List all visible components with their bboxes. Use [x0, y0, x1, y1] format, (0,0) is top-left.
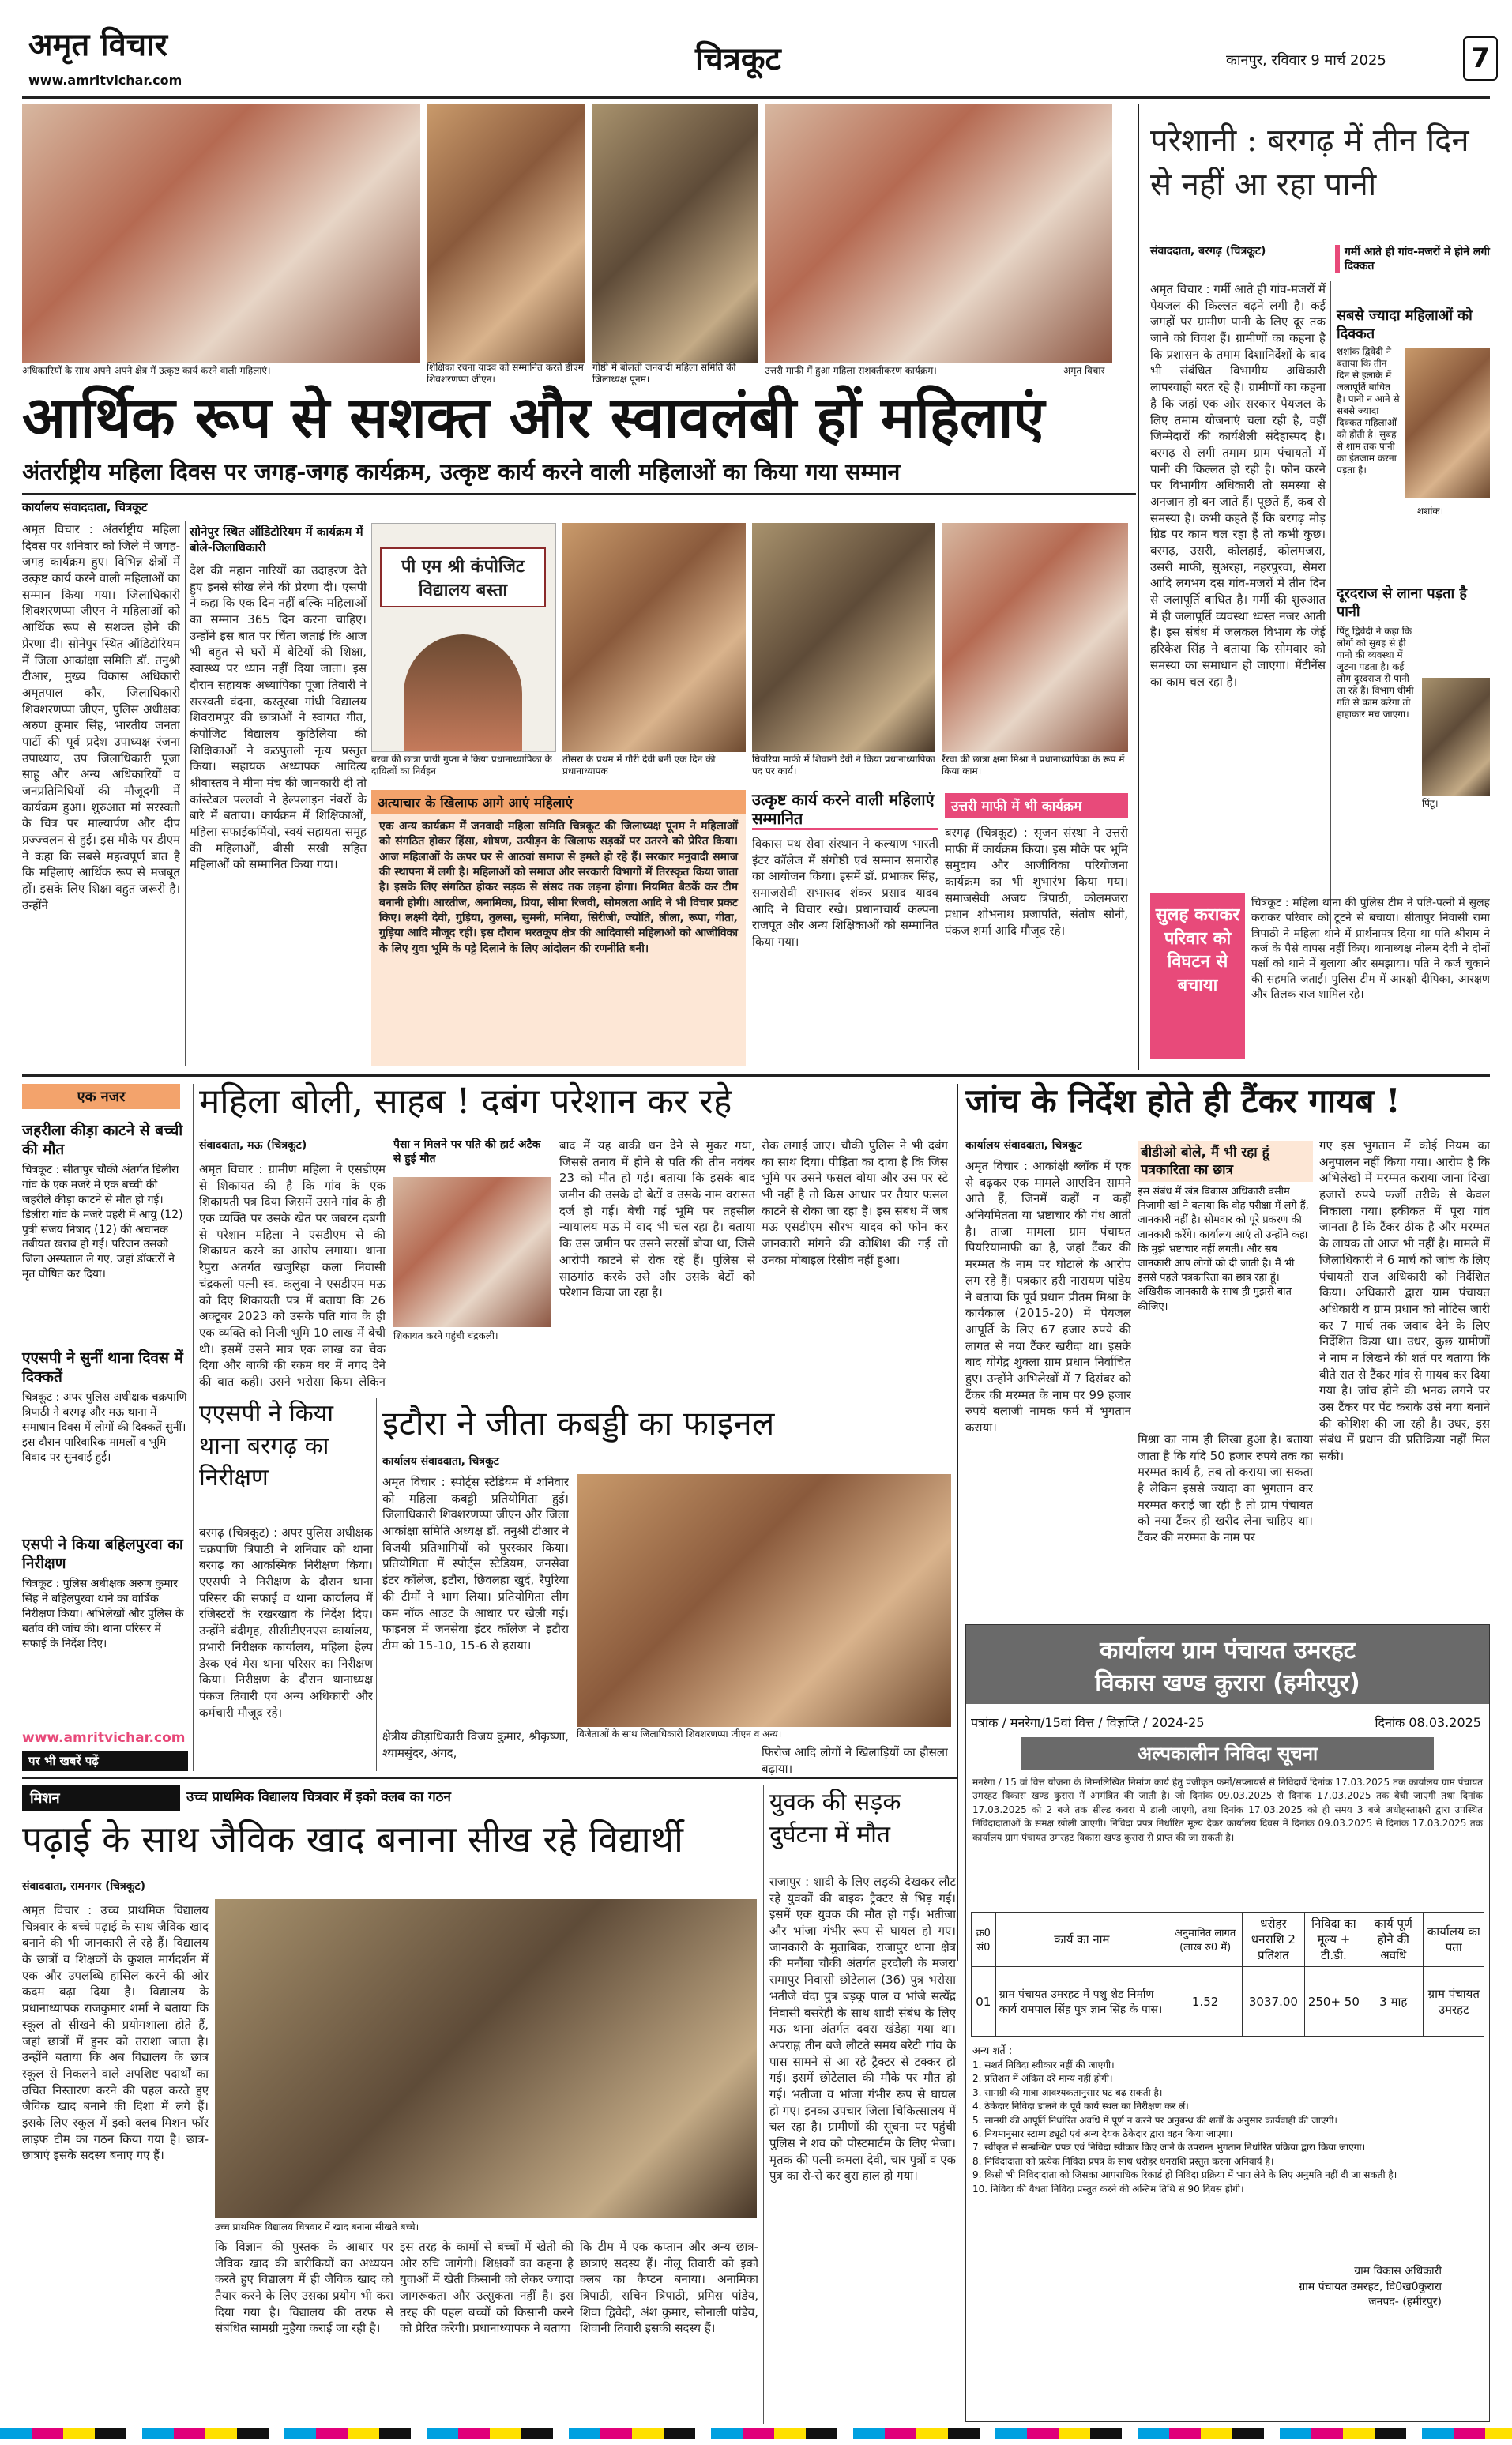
- td-price: 250+ 50: [1304, 1967, 1363, 2037]
- photo-eco-club: [215, 1899, 757, 2218]
- tanker-col3: गए इस भुगतान में कोई नियम का अनुपालन नहीं किया गया। आरोप है कि अभिलेखों में मरम्मत कराया जाना दिखा हजारों रुपये फर्जी तरीके से केवल निकाला गया। हकीकत में पूरा गांव जानता है कि टैंकर ठीक है और मरम्मत के लायक तो आज भी नहीं है। मामले में जिलाधिकारी ने 6 मार्च को जांच के लिए पंचायती राज अधिकारी को निर्देशित किया। अधिकारी द्वारा ग्राम पंचायत अधिकारी व ग्राम प्रधान को नोटिस जारी कर 7 मार्च तक जवाब देने के लिए निर्देशित किया था। उधर, कुछ ग्रामीणों ने नाम न लिखने की शर्त पर बताया कि बीते रात से टैंकर गांव से गायब कर दिया गया है। जांच होने की भनक लगने पर उस टैंकर पर पेंट कराके उसे नया बनाने की कोशिश की जा रही है। उधर, इस संबंध में प्रधान की प्रतिक्रिया नहीं मिल सकी।: [1319, 1138, 1490, 1464]
- td-deposit: 3037.00: [1243, 1967, 1305, 2037]
- main-byline: कार्यालय संवाददाता, चित्रकूट: [22, 500, 148, 514]
- ek-nazar-body-2: चित्रकूट : अपर पुलिस अधीक्षक चक्रपाणि त्रिपाठी ने बरगढ़ और मऊ थाना में समाधान दिवस में लोगों की दिक्कतें सुनीं। इस दौरान पारिवारिक मामलों व भूमि विवाद पर सुनवाई हुई।: [22, 1391, 187, 1464]
- caption-top-2: शिक्षिका रचना यादव को सम्मानित करते डीएम शिवशरणप्पा जीएन।: [427, 362, 584, 385]
- ek-nazar-body-3: चित्रकूट : पुलिस अधीक्षक अरुण कुमार सिंह ने बहिलपुरवा थाने का वार्षिक निरीक्षण किया। अभिलेखों और पुलिस के बर्ताव की जांच की। थाना परिसर में सफाई के निर्देश दिए।: [22, 1578, 184, 1650]
- photo-seminar: [592, 104, 758, 363]
- mahila-boli-col4: बाद में यह बाकी धन देने से मुकर गया, जिससे तनाव में होने से पति की तीन नवंबर 23 को मौत हो गई। बताया कि इसके बाद जमीन की उसके दो बेटों व उसके नाम वरासत दर्ज हो गई। बेची गई भूमि पर तहसील न्यायालय मऊ में वाद भी चल रहा है। बताया कि उस जमीन पर उसने सरसों बोया था, जिसे आरोपी काटने से रोक रहे हैं। पुलिस से साठगांठ करके उसे और उसके बेटों को परेशान किया जा रहा है।: [559, 1138, 755, 1300]
- photo-school-sign: [371, 523, 556, 752]
- ek-nazar-head-2: एएसपी ने सुनीं थाना दिवस में दिक्कतें: [22, 1349, 183, 1386]
- tender-terms-head: अन्य शर्ते :: [972, 2045, 1013, 2057]
- asp-body: बरगढ़ (चित्रकूट) : अपर पुलिस अधीक्षक चक्रपाणि त्रिपाठी ने शनिवार को थाना बरगढ़ का आकस्मिक निरीक्षण किया। एएसपी ने निरीक्षण के दौरान थाना परिसर की सफाई व थाना कार्यालय में रजिस्टरों के रखरखाव के निर्देश दिए। उन्होंने बंदीगृह, सीसीटीएनएस कार्यालय, प्रभारी निरीक्षक कार्यालय, महिला हेल्प डेस्क एवं मेस थाना परिसर का निरीक्षण किया। निरीक्षण के दौरान थानाध्यक्ष पंकज तिवारी एवं अन्य अधिकारी और कर्मचारी मौजूद रहे।: [199, 1525, 373, 1720]
- mission-byline: संवाददाता, रामनगर (चित्रकूट): [22, 1880, 145, 1893]
- tender-term: 9. किसी भी निविदादाता को जिसका आपराधिक रिकार्ड हो निविदा प्रक्रिया में भाग लेने के लिए अनुमति नहीं दी जा सकती है।: [972, 2169, 1397, 2181]
- tender-title: अल्पकालीन निविदा सूचना: [1021, 1737, 1434, 1770]
- tender-term: 3. सामग्री की मात्रा आवश्यकतानुसार घट बढ़ सकती है।: [972, 2086, 1163, 2098]
- asp-headline: एएसपी ने किया थाना बरगढ़ का निरीक्षण: [199, 1400, 333, 1491]
- ek-nazar-body-1: चित्रकूट : सीतापुर चौकी अंतर्गत डिलीरा गांव के एक मजरे में एक बच्ची की जहरीले कीड़ा काटने से मौत हो गई। डिलीरा गांव के मजरे पहरी में आयु (12) पुत्री संजय निषाद (12) की अचानक तबीयत खराब हो गई। परिजन उसको जिला अस्पताल ले गए, जहां डॉक्टरों ने मृत घोषित कर दिया।: [22, 1164, 183, 1281]
- tender-term: 10. निविदा की वैधता निविदा प्रस्तुत करने की अन्तिम तिथि से 90 दिवस होगी।: [972, 2183, 1244, 2195]
- site-url[interactable]: www.amritvichar.com: [28, 73, 182, 88]
- tender-sign-2: ग्राम पंचायत उमरहट, वि0ख0कुरारा: [1299, 2280, 1442, 2293]
- tanker-col2: मिश्रा का नाम ही लिखा हुआ है। बताया जाता है कि यदि 50 हजार रुपये तक का मरम्मत कार्य है, तब तो कराया जा सकता है लेकिन इससे ज्यादा का भुगतान कर मरम्मत कराई जा रही है तो ग्राम पंचायत को नया टैंकर ही खरीद लेना चाहिए था। टैंकर की मरम्मत के नाम पर: [1138, 1432, 1313, 1545]
- ek-nazar-tag: एक नजर: [22, 1084, 180, 1109]
- td-duration: 3 माह: [1363, 1967, 1424, 2037]
- pareshani-byline: संवाददाता, बरगढ़ (चित्रकूट): [1150, 245, 1266, 258]
- photo-kabaddi-winners: [577, 1474, 951, 1727]
- mission-caption: उच्च प्राथमिक विद्यालय चित्रवार में खाद बनाना सीखते बच्चे।: [215, 2221, 419, 2232]
- th-cost: अनुमानित लागत (लाख रु0 में): [1168, 1913, 1243, 1967]
- tender-term: 5. सामग्री की आपूर्ति निर्धारित अवधि में पूर्ण न करने पर अनुबन्ध की शर्तों के अनुसार कार्यवाही की जाएगी।: [972, 2114, 1337, 2126]
- mission-col2: कि विज्ञान की पुस्तक के आधार पर जैविक खाद की बारीकियों का अध्ययन करते हुए विद्यालय में ही जैविक खाद को तैयार करने के लिए उसका प्रयोग भी करा दिया गया है। विद्यालय की तरफ से संबंधित सामग्री मुहैया कराई जा रही है।: [215, 2240, 393, 2336]
- th-deposit: धरोहर धनराशि 2 प्रतिशत: [1243, 1913, 1305, 1967]
- caption-top-4: उत्तरी माफी में हुआ महिला सशक्तीकरण कार्यक्रम।: [765, 365, 937, 376]
- tender-term: 8. निविदादाता को प्रत्येक निविदा प्रपत्र के साथ धरोहर धनराशि प्रस्तुत करना अनिवार्य है।: [972, 2155, 1274, 2167]
- school-caption-1: बरवा की छात्रा प्राची गुप्ता ने किया प्रधानाध्यापिका के दायित्वों का निर्वहन: [371, 754, 552, 777]
- section-title: चित्रकूट: [695, 40, 781, 77]
- mission-col3: इस तरह के कामों से बच्चों में खेती की ओर रुचि जागेगी। शिक्षकों का कहना है युवाओं में खेती किसानी को लेकर ज्यादा जागरूकता और उत्सुकता नहीं है। इस तरह की पहल बच्चों को किसानी करने को प्रेरित करेगी। प्रधानाध्यापक ने बताया: [400, 2240, 574, 2336]
- th-price: निविदा का मूल्य + टी.डी.: [1304, 1913, 1363, 1967]
- side1-caption: शशांक।: [1417, 506, 1444, 517]
- sulah-box: सुलह कराकर परिवार को विघटन से बचाया: [1150, 893, 1245, 1059]
- brand-logo: अमृत विचार: [28, 26, 167, 63]
- masthead: [0, 0, 1512, 96]
- ek-nazar-head-1: जहरीला कीड़ा काटने से बच्ची की मौत: [22, 1122, 183, 1158]
- photo-women-officials: [22, 104, 420, 363]
- uttari-head: उत्तरी माफी में भी कार्यक्रम: [945, 793, 1128, 818]
- school-caption-3: घियरिया माफी में शिवानी देवी ने किया प्रधानाध्यापिका पद पर कार्य।: [752, 754, 935, 777]
- main-body: अमृत विचार : अंतर्राष्ट्रीय महिला दिवस पर शनिवार को जिले में जगह-जगह कार्यक्रम हुए। विभिन्न क्षेत्रों में उत्कृष्ट कार्य करने वाली महिलाओं का सम्मान किया गया। जिलाधिकारी शिवशरणप्पा जीएन ने महिलाओं को आर्थिक रूप से सशक्त होने की प्रेरणा दी। सोनेपुर स्थित ऑडिटोरियम में जिला आकांक्षा समिति डॉ. तनुश्री टीआर, मुख्य विकास अधिकारी अमृतपाल कौर, जिलाधिकारी शिवशरणप्पा जीएन, पुलिस अधीक्षक अरुण कुमार सिंह, भारतीय जनता पार्टी की पूर्व प्रदेश उपाध्यक्ष रंजना उपाध्याय, उप जिलाधिकारी पूजा साहू और अन्य अधिकारियों व जनप्रतिनिधियों की मौजूदगी में कार्यक्रम हुआ। शुरुआत मां सरस्वती के चित्र पर माल्यार्पण और दीप प्रज्ज्वलन से हुई। इस मौके पर डीएम ने कहा कि सबसे महत्वपूर्ण बात है कि महिलाएं आर्थिक रूप से मजबूत हों। इसके लिए शिक्षा बहुत जरूरी है। उन्होंने: [22, 522, 180, 912]
- td-work: ग्राम पंचायत उमरहट में पशु शेड निर्माण कार्य रामपाल सिंह पुत्र ज्ञान सिंह के पास।: [995, 1967, 1168, 2037]
- th-sno: क्र0 सं0: [972, 1913, 996, 1967]
- photo-chandrakali: [393, 1177, 551, 1327]
- main-headline: आर्थिक रूप से सशक्त और स्वावलंबी हों महिलाएं: [22, 383, 1045, 450]
- mission-headline: पढ़ाई के साथ जैविक खाद बनाना सीख रहे विद्यार्थी: [22, 1818, 683, 1860]
- tanker-byline: कार्यालय संवाददाता, चित्रकूट: [965, 1139, 1082, 1152]
- photo-school-3: [752, 523, 935, 752]
- mahila-boli-col5: रोक लगाई जाए। चौकी पुलिस ने भी दबंग का साथ दिया। पीड़िता का दावा है कि जिस भूमि पर उसने फसल बोया और उस पर स्टे भी नहीं है तो किस आधार पर तैयार फसल काटने से रोका जा रहा है। इस संबंध में जब मऊ एसडीएम सौरभ यादव को फोन कर जानकारी मांगने की कोशिश की गई तो उनका मोबाइल रिसीव नहीं हुआ।: [762, 1138, 948, 1267]
- photo-school-2: [562, 523, 746, 752]
- tender-sign-1: ग्राम विकास अधिकारी: [1354, 2265, 1442, 2278]
- kabaddi-headline: इटौरा ने जीता कबड्डी का फाइनल: [382, 1404, 775, 1443]
- main-col2-head: सोनेपुर स्थित ऑडिटोरियम में कार्यक्रम में बोले-जिलाधिकारी: [190, 525, 363, 555]
- tender-table: [971, 1912, 1484, 2037]
- pareshani-headline: परेशानी : बरगढ़ में तीन दिन से नहीं आ रहा पानी: [1150, 122, 1469, 203]
- atyachar-box: [371, 790, 746, 1066]
- photo-pintu: [1422, 678, 1490, 796]
- mahila-inset-caption: शिकायत करने पहुंची चंद्रकली।: [393, 1330, 498, 1341]
- caption-top-1: अधिकारियों के साथ अपने-अपने क्षेत्र में उत्कृष्ट कार्य करने वाली महिलाएं।: [22, 365, 271, 376]
- tender-term: 6. नियमानुसार स्टाम्प ड्यूटी एवं अन्य देयक ठेकेदार द्वारा वहन किया जाएगा।: [972, 2127, 1233, 2139]
- mahila-boli-byline: संवाददाता, मऊ (चित्रकूट): [199, 1139, 307, 1152]
- tender-term: 4. ठेकेदार निविदा डालने के पूर्व कार्य स्थल का निरीक्षण कर लें।: [972, 2101, 1189, 2112]
- kabaddi-col3: क्षेत्रीय क्रीड़ाधिकारी विजय कुमार, श्रीकृष्णा, श्यामसुंदर, अंगद,: [382, 1729, 569, 1760]
- mahila-boli-headline: महिला बोली, साहब ! दबंग परेशान कर रहे: [199, 1081, 732, 1122]
- tender-patrank: पत्रांक / मनरेगा/15वां वित्त / विज्ञप्ति / 2024-25: [971, 1715, 1205, 1730]
- kabaddi-caption: विजेताओं के साथ जिलाधिकारी शिवशरणप्पा जीएन व अन्य।: [577, 1728, 782, 1740]
- tender-terms: [966, 2059, 1489, 2264]
- mission-col4: कि टीम में एक कप्तान और अन्य छात्र-छात्राएं सदस्य हैं। नीलू तिवारी को इको क्लब का कैप्टन बनाया। अनामिका त्रिपाठी, सचिन त्रिपाठी, प्रमिस पांडेय, शिवा द्विवेदी, अंश कुमार, सोनाली पांडेय, शिवानी तिवारी इसकी सदस्य हैं।: [580, 2240, 758, 2336]
- td-address: ग्राम पंचायत उमरहट: [1424, 1967, 1484, 2037]
- kabaddi-body: अमृत विचार : स्पोर्ट्स स्टेडियम में शनिवार को महिला कबड्डी प्रतियोगिता हुई। जिलाधिकारी शिवशरणप्पा जीएन और जिला आकांक्षा समिति अध्यक्ष डॉ. तनुश्री टीआर ने विजयी प्रतिभागियों को पुरस्कार किया। प्रतियोगिता में स्पोर्ट्स स्टेडियम, जनसेवा इंटर कॉलेज, इटौरा, छिवलहा खुर्द, रैपुरिया की टीमों ने भाग लिया। प्रतियोगिता लीग कम नॉक आउट के आधार पर खेली गई। फाइनल में जनसेवा इंटर कॉलेज ने इटौरा टीम को 15-10, 15-6 से हराया।: [382, 1475, 569, 1653]
- tanker-body: अमृत विचार : आकांक्षी ब्लॉक में एक से बढ़कर एक मामले आएदिन सामने आते हैं, जिनमें कहीं न कहीं अनियमितता या भ्रष्टाचार की गंध आती है। ताजा मामला ग्राम पंचायत पियरियामाफी का है, जहां टैंकर की मरम्मत के नाम पर घोटाले के आरोप लग रहे हैं। पत्रकार हरी नारायण पांडेय ने बताया कि पूर्व प्रधान प्रीतम मिश्रा के कार्यकाल (2015-20) में पेयजल आपूर्ति के लिए 67 हजार रुपये की लागत से नया टैंकर खरीदा था। इसके बाद योगेंद्र शुक्ला ग्राम प्रधान निर्वाचित हुए। उन्होंने अभिलेखों में 7 दिसंबर को टैंकर की मरम्मत के नाम पर 99 हजार रुपये बलाजी नामक फर्म में भुगतान कराया।: [965, 1159, 1131, 1435]
- photo-dm-honour: [427, 104, 585, 363]
- mission-tag: मिशन: [22, 1785, 180, 1811]
- utkrisht-body: विकास पथ सेवा संस्थान ने कल्याण भारती इंटर कॉलेज में संगोष्ठी एवं सम्मान समारोह का आयोजन किया। इसमें डॉ. प्रभाकर सिंह, समाजसेवी सभासद शंकर प्रसाद यादव आदि ने विचार रखे। प्रधानाचार्य कल्पना राजपूत और अन्य शिक्षिकाओं को सम्मानित किया गया।: [752, 837, 938, 950]
- caption-top-3: गोष्ठी में बोलतीं जनवादी महिला समिति की जिलाध्यक्ष पूनम।: [592, 362, 736, 385]
- tender-date: दिनांक 08.03.2025: [1375, 1715, 1481, 1730]
- mahila-inset-head: पैसा न मिलने पर पति की हार्ट अटैक से हुई मौत: [393, 1138, 541, 1166]
- tender-sign-3: जनपद- (हमीरपुर): [1368, 2296, 1442, 2309]
- tender-notice: [965, 1624, 1490, 2422]
- tender-term: 1. सशर्त निविदा स्वीकार नहीं की जाएगी।: [972, 2059, 1115, 2071]
- side2-caption: पिंटू।: [1422, 798, 1439, 809]
- td-sno: 01: [972, 1967, 996, 2037]
- tender-intro: मनरेगा / 15 वां वित्त योजना के निम्नलिखित निर्माण कार्य हेतु पंजीकृत फर्मो/सप्लायर्स से निविदायें दिनांक 17.03.2025 तक कार्यालय ग्राम पंचायत उमरहट विकास खण्ड कुरारा में आमंत्रित की जाती है। जो दिनांक 09.03.2025 से दिनांक 17.03.2025 तक बेची जाएगी तथा दिनांक 17.03.2025 को 2 बजे तक सील्ड कवरा में डाली जाएगी, तथा दिनांक 17.03.2025 को ही समय 3 बजे अधोहस्ताक्षरी द्वारा उपस्थित निविदादाताओं के समक्ष खोली जाएगी। निविदा प्रपत्र निर्धारित मूल्य देकर कार्यालय दिवस में दिनांक 09.03.2025 से दिनांक 17.03.2025 तक कार्यालय ग्राम पंचायत उमरहट विकास खण्ड कुरारा से प्राप्त की जा सकती है।: [972, 1777, 1483, 1843]
- pareshani-aside-tag: गर्मी आते ही गांव-मजरों में होने लगी दिक्कत: [1335, 245, 1490, 273]
- school-caption-2: तीसरा के प्रथम में गौरी देवी बनीं एक दिन की प्रधानाध्यापक: [562, 754, 716, 777]
- tender-term: 7. स्वीकृत से सम्बन्धित प्रपत्र एवं निविदा स्वीकार किए जाने के उपरान्त भुगतान निर्धारित प्रक्रिया द्वारा किया जाएगा।: [972, 2142, 1366, 2153]
- tender-term: 2. प्रतिशत में अंकित दरें मान्य नहीं होगी।: [972, 2073, 1113, 2085]
- school-sign-text: पी एम श्री कंपोजिट विद्यालय बस्ता: [380, 547, 546, 607]
- th-work: कार्य का नाम: [995, 1913, 1168, 1967]
- page-number: 7: [1463, 36, 1498, 81]
- photo-school-4: [942, 523, 1128, 752]
- school-caption-4: रैंरवा की छात्रा क्षमा मिश्रा ने प्रधानाध्यापिका के रूप में किया काम।: [942, 754, 1125, 777]
- sulah-body: चित्रकूट : महिला थाना की पुलिस टीम ने पति-पत्नी में सुलह कराकर परिवार को टूटने से बचाया। सीतापुर निवासी रामा त्रिपाठी ने महिला थाने में प्रार्थनापत्र दिया था पति श्रीराम ने कर्ज के पैसे वापस नहीं किए। थानाध्यक्ष नीलम देवी ने दोनों पक्षों को थाने में बुलाया और समझाया। पति ने कर्ज चुकाने की सहमति जताई। पुलिस टीम में आरक्षी दीपिका, आरक्षण और तिलक राज शामिल रहे।: [1251, 897, 1490, 1001]
- atyachar-head: अत्याचार के खिलाफ आगे आएं महिलाएं: [371, 790, 746, 814]
- td-cost: 1.52: [1168, 1967, 1243, 2037]
- ek-nazar-head-3: एसपी ने किया बहिलपुरवा का निरीक्षण: [22, 1536, 183, 1572]
- tender-signature: [966, 2264, 1489, 2311]
- dateline: कानपुर, रविवार 9 मार्च 2025: [1226, 52, 1386, 69]
- yuvak-headline: युवक की सड़क दुर्घटना में मौत: [769, 1789, 901, 1849]
- ek-nazar-site-sub: पर भी खबरें पढ़ें: [22, 1751, 188, 1771]
- mahila-boli-body: अमृत विचार : ग्रामीण महिला ने एसडीएम से शिकायत की है कि गांव के एक शिकायती पत्र दिया जिसमें उसने गांव के ही एक व्यक्ति पर उसके खेत पर जबरन दबंगी से परेशान महिला ने एसडीएम से की शिकायत करने का आरोप लगाया। थाना रैपुरा अंतर्गत खजुरिहा कला निवासी चंद्रकली पत्नी स्व. कलुवा ने एसडीएम मऊ को दिए शिकायती पत्र में बताया कि 26 अक्टूबर 2023 को उसके पति गांव के ही एक व्यक्ति को निजी भूमि 10 लाख में बेची थी। इसमें उसने मात्र एक लाख का चेक दिया और बाकी की रकम घर में नगद देने की बात कही। उसने भरोसा किया लेकिन: [199, 1162, 386, 1389]
- tender-office-1: कार्यालय ग्राम पंचायत उमरहट: [1100, 1637, 1356, 1664]
- mission-strap: उच्च प्राथमिक विद्यालय चित्रवार में इको क्लब का गठन: [186, 1789, 451, 1805]
- pareshani-body: अमृत विचार : गर्मी आते ही गांव-मजरों में पेयजल की किल्लत बढ़ने लगी है। कई जगहों पर ग्रामीण पानी के लिए दूर तक जाने को विवश हैं। ग्रामीणों का कहना है कि प्रशासन के तमाम दिशानिर्देशों के बाद भी संबंधित विभागीय अधिकारी लापरवाही बरत रहे हैं। ग्रामीणों का कहना है कि जहां एक ओर सरकार पेयजल के लिए तमाम योजनाएं चला रही है, वहीं जिम्मेदारों की कार्यशैली संदेहास्पद है। बरगढ़ से लगी तमाम ग्राम पंचायतों में पानी की किल्लत हो रही है। फोन करने पर विभागीय अधिकारी तो समस्या से अनजान हो बन जाते हैं। पूछते हैं, कब से समस्या है। कभी कहते हैं कि बरगढ़ मोड़ ग्रिड पर काम चल रहा है तो कभी कुछ। बरगढ़, उसरी, कोलहाई, कोलमजरा, उसरी माफी, सुअरहा, नहरपुरवा, सेमरा आदि लगभग दस गांव-मजरों में तीन दिन से जलापूर्ति बाधित है। गर्मी की शुरुआत में ही जलापूर्ति व्यवस्था ध्वस्त नजर आती है। इस संबंध में जलकल विभाग के जेई हरिकेश सिंह ने बताया कि सोमवार को समस्या का समाधान हो जाएगा। मेंटीनेंस का काम चल रहा है।: [1150, 282, 1326, 689]
- tanker-inset-head: बीडीओ बोले, मैं भी रहा हूं पत्रकारिता का छात्र: [1138, 1141, 1313, 1182]
- ek-nazar-site-link[interactable]: www.amritvichar.com: [22, 1730, 186, 1746]
- kabaddi-col4: फिरोज आदि लोगों ने खिलाड़ियों का हौसला बढ़ाया।: [762, 1745, 948, 1776]
- side2-body: पिंटू द्विवेदी ने कहा कि लोगों को सुबह से ही पानी की व्यवस्था में जुटना पड़ता है। कई लोग दूरदराज से पानी ला रहे हैं। विभाग धीमी गति से काम करेगा तो हाहाकार मच जाएगा।: [1337, 626, 1414, 720]
- tender-office-banner: [966, 1625, 1489, 1704]
- main-col2: देश की महान नारियों का उदाहरण देते हुए इनसे सीख लेने की प्रेरणा दी। एसपी ने कहा कि एक दिन नहीं बल्कि महिलाओं का सम्मान 365 दिन करना चाहिए। उन्होंने इस बात पर चिंता जताई कि आज भी बहुत से घरों में बेटियों की शिक्षा, स्वास्थ्य पर ध्यान नहीं दिया जाता। इस दौरान सहायक अध्यापिका पूजा तिवारी ने सरस्वती वंदना, कस्तूरबा गांधी विद्यालय शिवरामपुर की छात्राओं ने स्वागत गीत, कंपोजिट विद्यालय कुठिलिया की शिक्षिकाओं ने कठपुतली नृत्य प्रस्तुत किया। सहायक अध्यापक आदित्य श्रीवास्तव ने मीना मंच की जानकारी दी तो कांस्टेबल पल्लवी ने हेल्पलाइन नंबरों के बारे में बताया। कार्यक्रम में शिक्षिकाओं, महिला सफाईकर्मियों, स्वयं सहायता समूह की महिलाओं, बीसी सखी सहित महिलाओं को सम्मानित किया गया।: [190, 563, 367, 872]
- th-duration: कार्य पूर्ण होने की अवधि: [1363, 1913, 1424, 1967]
- uttari-body: बरगढ़ (चित्रकूट) : सृजन संस्था ने उत्तरी माफी में कार्यक्रम किया। इस मौके पर भूमि समुदाय और आजीविका परियोजना कार्यक्रम का भी शुभारंभ किया गया। समाजसेवी अजय त्रिपाठी, कोलमजरा प्रधान शोभनाथ प्रजापति, संतोष सोनी, पंकज शर्मा आदि मौजूद रहे।: [945, 826, 1128, 939]
- photo-uttari-mafi: [765, 104, 1112, 363]
- yuvak-body: राजापुर : शादी के लिए लड़की देखकर लौट रहे युवकों की बाइक ट्रैक्टर से भिड़ गई। इसमें एक युवक की मौत हो गई। भतीजा और भांजा गंभीर रूप से घायल हो गए। जानकारी के मुताबिक, राजापुर थाना क्षेत्र की मनौंबा चौकी अंतर्गत हरदौली के मजरा रामापुर निवासी छोटेलाल (36) पुत्र भरोसा भतीजे चंदा पुत्र बड़कू पाल व भांजे सत्येंद्र निवासी बसरेही के साथ शादी संबंध के लिए मऊ थाना अंतर्गत दवरा खंडेहा गया था। अपराह्न तीन बजे लौटते समय बरेटी गांव के पास सामने से आ रहे ट्रैक्टर से टक्कर हो गई। इसमें छोटेलाल की मौके पर मौत हो गई। भतीजा व भांजा गंभीर रूप से घायल हो गए। इनका उपचार जिला चिकित्सालय में चल रहा है। ग्रामीणों की सूचना पर पहुंची पुलिस ने शव को पोस्टमार्टम के लिए भेजा। मृतक की पत्नी कमला देवी, चार पुत्रों व एक पुत्र का रो-रो कर बुरा हाल हो गया।: [769, 1875, 956, 2184]
- utkrisht-head: उत्कृष्ट कार्य करने वाली महिलाएं सम्मानित: [752, 790, 938, 830]
- tanker-inset: इस संबंध में खंड विकास अधिकारी वसीम निजामी खां ने बताया कि वोह परीक्षा में लगे हैं, जानकारी नहीं है। सोमवार को पूरे प्रकरण की जानकारी करेंगे। कार्यालय आएं तो उन्होंने कहा कि मुझे भ्रष्टाचार नहीं लगती। और सब जानकारी आप लोगों को दी जाती है। मैं भी इससे पहले पत्रकारिता का छात्र रहा हूं। अखिरीक जानकारी के साथ ही मुझसे बात कीजिए।: [1138, 1186, 1309, 1313]
- atyachar-body: एक अन्य कार्यक्रम में जनवादी महिला समिति चित्रकूट की जिलाध्यक्ष पूनम ने महिलाओं को संगठित होकर हिंसा, शोषण, उत्पीड़न के खिलाफ सड़कों पर उतरने को प्रेरित किया। आज महिलाओं के ऊपर घर से आठवां समाज से हमले हो रहे हैं। सरकार मनुवादी समाज की स्थापना में लगी है। महिलाओं को समाज और सरकारी विभागों में तिरस्कृत किया जाता है। इसके लिए संगठित होकर सड़क से संसद तक लड़ना होगा। नियमित बैठकें कर टीम बनानी होगी। आरतीज, अनामिका, प्रिया, सीमा रिजवी, सोमलता आदि ने भी विचार प्रकट किए। लक्ष्मी देवी, गुड़िया, तुलसा, सुमनी, मनिया, सिरीजी, ज्योति, लीला, रूपा, गीता, गुड़िया आदि मौजूद रहीं। इस दौरान भरतकूप क्षेत्र की आदिवासी महिलाओं को आजीविका के लिए युवा भूमि के पट्टे दिलाने के लिए आंदोलन की रणनीति बनी।: [379, 820, 738, 955]
- side1-body: शशांक द्विवेदी ने बताया कि तीन दिन से इलाके में जलापूर्ति बाधित है। पानी न आने से सबसे ज्यादा दिक्कत महिलाओं को होती है। सुबह से शाम तक पानी का इंतजाम करना पड़ता है।: [1337, 346, 1400, 476]
- photo-credit: अमृत विचार: [1063, 365, 1105, 376]
- mission-body: अमृत विचार : उच्च प्राथमिक विद्यालय चित्रवार के बच्चे पढ़ाई के साथ जैविक खाद बनाने की भी जानकारी ले रहे हैं। विद्यालय के छात्रों व शिक्षकों के कुशल मार्गदर्शन में एक और उपलब्धि हासिल करने की ओर कदम बढ़ा दिया है। विद्यालय के प्रधानाध्यापक राजकुमार शर्मा ने बताया कि स्कूल तो सीखने की प्रयोगशाला होते हैं, जहां छात्रों में हुनर को तराशा जाता है। उन्होंने बताया कि अब विद्यालय के छात्र स्कूल से निकलने वाले अपशिष्ट पदार्थों का उचित निस्तारण करने की पहल करते हुए जैविक खाद बनाने की दिशा में लगे हैं। इसके लिए स्कूल में इको क्लब मिशन फॉर लाइफ टीम का गठन किया गया है। छात्र-छात्राएं इसके सदस्य बनाए गए हैं।: [22, 1903, 209, 2163]
- side1-head: सबसे ज्यादा महिलाओं को दिक्कत: [1337, 307, 1473, 343]
- main-subhead: अंतर्राष्ट्रीय महिला दिवस पर जगह-जगह कार्यक्रम, उत्कृष्ट कार्य करने वाली महिलाओं का किया गया सम्मान: [22, 458, 901, 485]
- side2-head: दूरदराज से लाना पड़ता है पानी: [1337, 585, 1467, 621]
- kabaddi-byline: कार्यालय संवाददाता, चित्रकूट: [382, 1455, 499, 1468]
- photo-shashank: [1405, 348, 1490, 498]
- tanker-headline: जांच के निर्देश होते ही टैंकर गायब !: [965, 1081, 1401, 1120]
- tender-office-2: विकास खण्ड कुरारा (हमीरपुर): [1095, 1669, 1360, 1697]
- print-color-strip: [0, 2428, 1512, 2439]
- th-address: कार्यालय का पता: [1424, 1913, 1484, 1967]
